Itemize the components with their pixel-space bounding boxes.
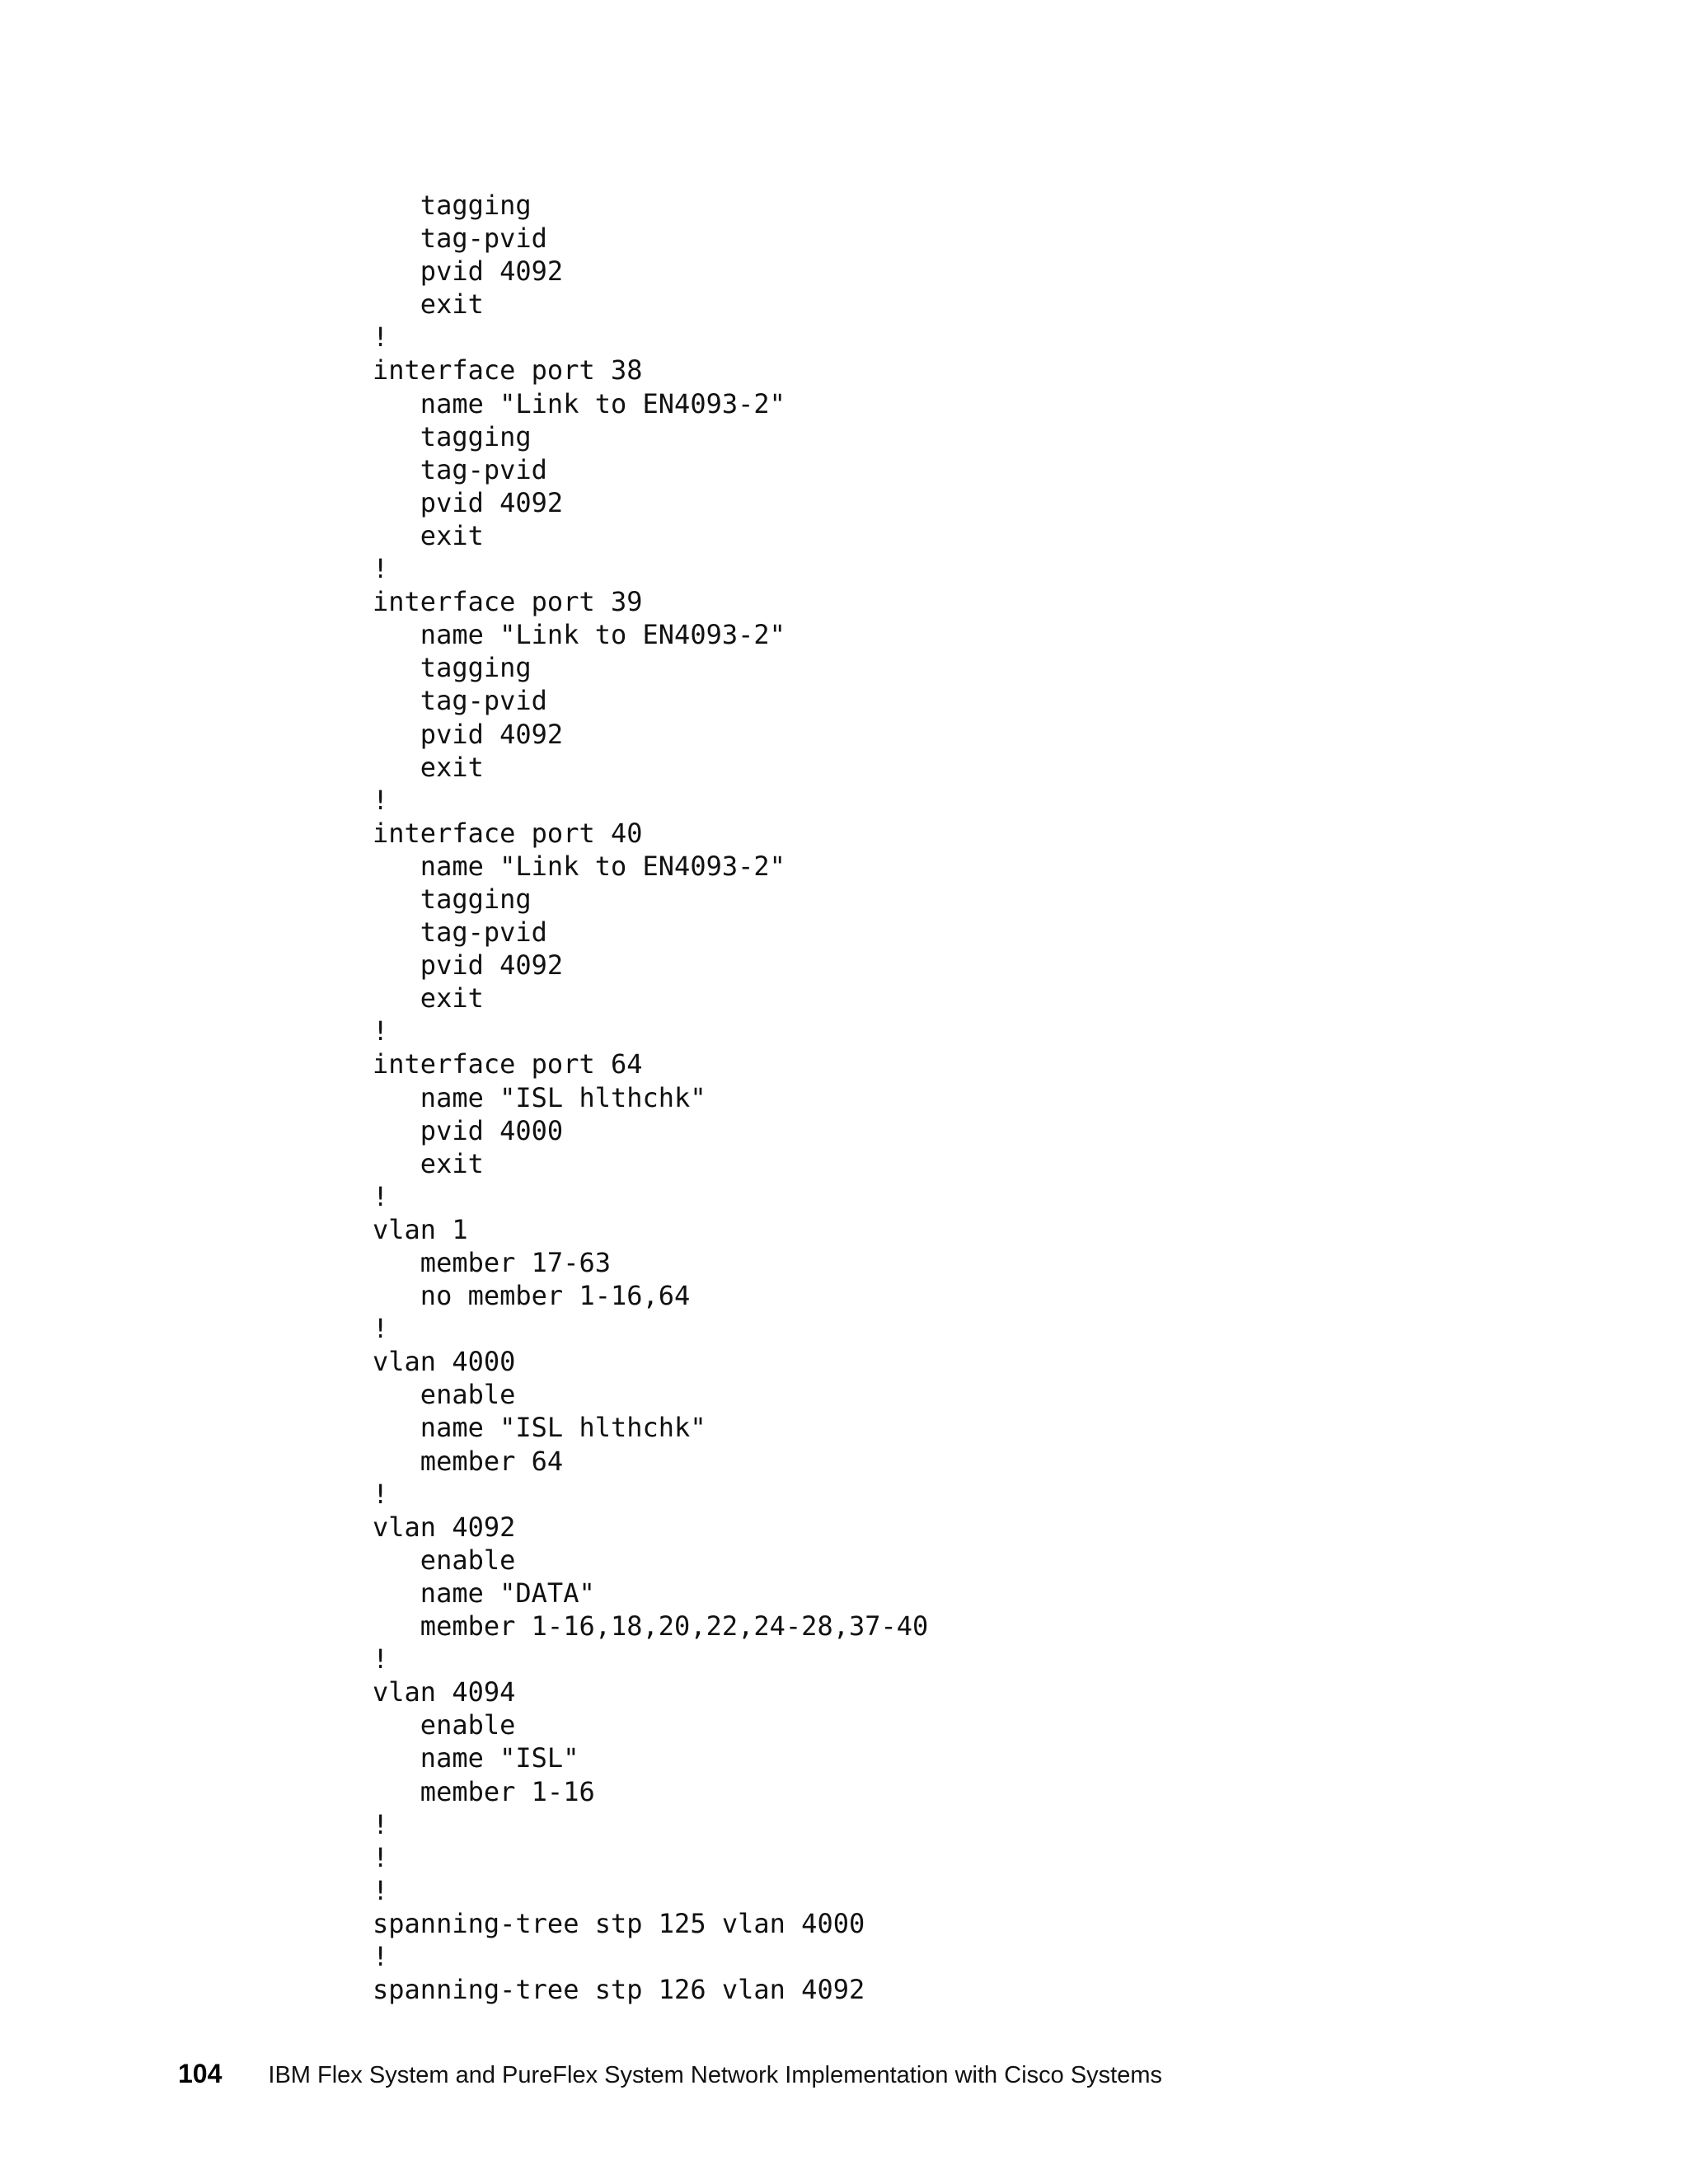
code-line: name "ISL hlthchk" bbox=[373, 1412, 706, 1444]
code-line: tag-pvid bbox=[373, 916, 547, 949]
code-line: pvid 4092 bbox=[373, 718, 564, 750]
code-line: enable bbox=[373, 1709, 516, 1741]
code-line: ! bbox=[373, 1940, 389, 1972]
code-line: enable bbox=[373, 1379, 516, 1411]
code-line: pvid 4092 bbox=[373, 486, 564, 518]
code-line: name "ISL" bbox=[373, 1742, 579, 1774]
code-line: name "DATA" bbox=[373, 1577, 595, 1609]
code-line: tag-pvid bbox=[373, 453, 547, 485]
code-line: enable bbox=[373, 1544, 516, 1576]
code-line: name "ISL hlthchk" bbox=[373, 1081, 706, 1113]
book-title: IBM Flex System and PureFlex System Network Implementation with Cisco Systems bbox=[268, 2062, 1163, 2088]
code-line: interface port 64 bbox=[373, 1048, 643, 1080]
code-line: ! bbox=[373, 1874, 389, 1906]
code-line: spanning-tree stp 125 vlan 4000 bbox=[373, 1907, 865, 1939]
code-line: pvid 4092 bbox=[373, 949, 564, 982]
page-footer bbox=[178, 2059, 1162, 2089]
code-line: tagging bbox=[373, 420, 532, 452]
code-line: interface port 39 bbox=[373, 586, 643, 618]
code-line: exit bbox=[373, 982, 484, 1015]
code-line: exit bbox=[373, 519, 484, 551]
code-line: pvid 4092 bbox=[373, 255, 564, 288]
code-line: ! bbox=[373, 553, 389, 585]
code-line: ! bbox=[373, 1808, 389, 1840]
code-line: name "Link to EN4093-2" bbox=[373, 619, 785, 651]
code-line: interface port 38 bbox=[373, 354, 643, 387]
code-line: ! bbox=[373, 321, 389, 354]
code-line: tagging bbox=[373, 883, 532, 915]
code-line: ! bbox=[373, 1478, 389, 1510]
code-line: tag-pvid bbox=[373, 223, 547, 255]
code-line: tag-pvid bbox=[373, 685, 547, 717]
code-line: exit bbox=[373, 1147, 484, 1179]
code-line: tagging bbox=[373, 190, 532, 221]
code-line: exit bbox=[373, 751, 484, 783]
code-line: ! bbox=[373, 784, 389, 816]
code-line: vlan 4092 bbox=[373, 1511, 516, 1543]
code-line: vlan 1 bbox=[373, 1213, 468, 1245]
code-line: member 64 bbox=[373, 1445, 564, 1477]
code-line: vlan 4094 bbox=[373, 1676, 516, 1708]
code-line: name "Link to EN4093-2" bbox=[373, 850, 785, 882]
code-line: ! bbox=[373, 1841, 389, 1873]
code-line: ! bbox=[373, 1313, 389, 1345]
code-line: member 1-16,18,20,22,24-28,37-40 bbox=[373, 1610, 929, 1643]
page-number: 104 bbox=[178, 2059, 223, 2088]
code-line: tagging bbox=[373, 652, 532, 684]
code-line: interface port 40 bbox=[373, 817, 643, 849]
config-code-listing bbox=[373, 189, 928, 2006]
code-line: spanning-tree stp 126 vlan 4092 bbox=[373, 1974, 865, 2006]
code-line: exit bbox=[373, 288, 484, 321]
code-line: vlan 4000 bbox=[373, 1346, 516, 1378]
code-line: member 17-63 bbox=[373, 1247, 611, 1278]
code-line: ! bbox=[373, 1180, 389, 1212]
code-line: pvid 4000 bbox=[373, 1114, 564, 1146]
code-line: ! bbox=[373, 1643, 389, 1675]
code-line: name "Link to EN4093-2" bbox=[373, 387, 785, 419]
code-line: member 1-16 bbox=[373, 1775, 595, 1807]
code-line: ! bbox=[373, 1015, 389, 1047]
code-line: no member 1-16,64 bbox=[373, 1280, 691, 1312]
